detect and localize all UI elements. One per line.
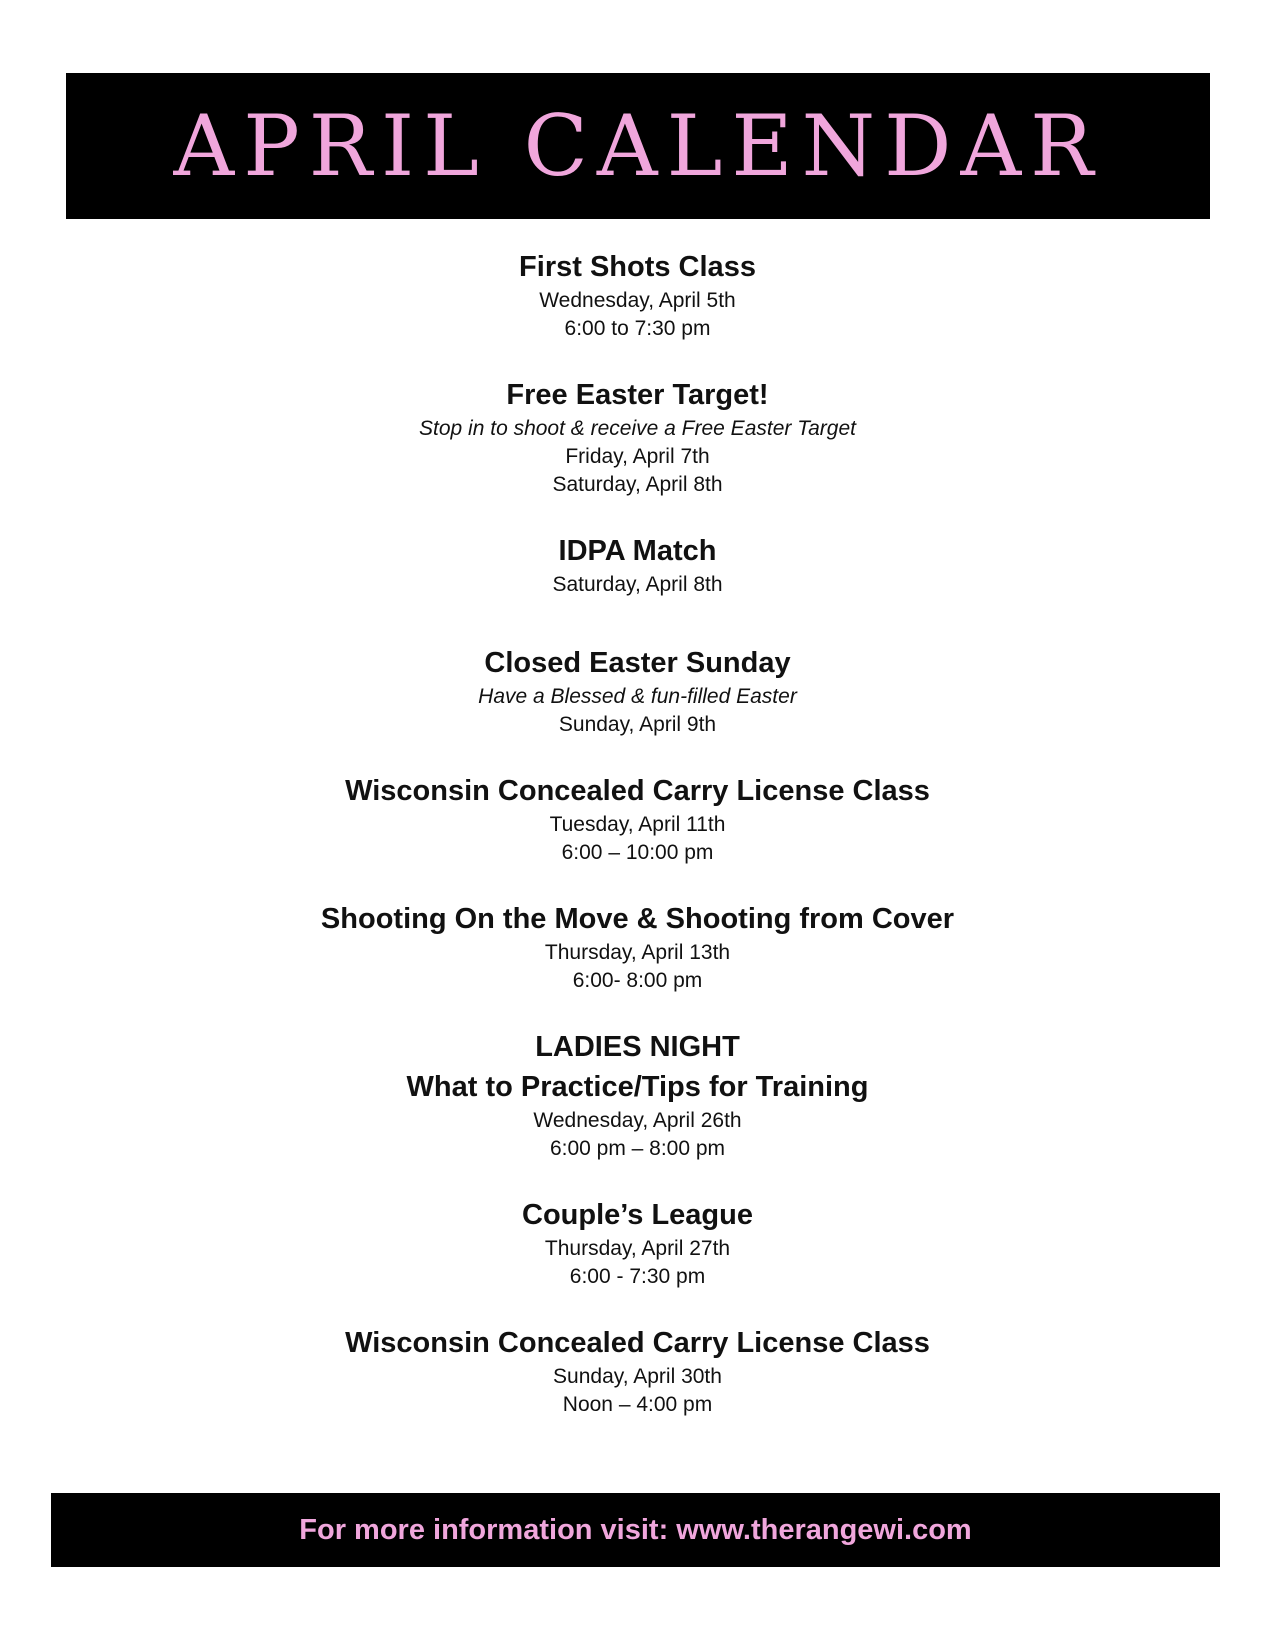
event-free-easter-target bbox=[0, 375, 1275, 499]
event-shooting-on-the-move bbox=[0, 899, 1275, 995]
event-title: Wisconsin Concealed Carry License Class bbox=[345, 1327, 930, 1359]
event-date: Thursday, April 13th bbox=[544, 941, 731, 964]
event-note: Stop in to shoot & receive a Free Easter Target bbox=[419, 417, 856, 440]
event-list bbox=[0, 247, 1275, 1451]
footer-banner bbox=[51, 1493, 1220, 1567]
event-date: Wednesday, April 5th bbox=[539, 289, 736, 312]
event-title: Wisconsin Concealed Carry License Class bbox=[345, 775, 930, 807]
event-time: 6:00- 8:00 pm bbox=[572, 969, 703, 992]
event-time: 6:00 pm – 8:00 pm bbox=[549, 1137, 726, 1160]
event-date: Saturday, April 8th bbox=[552, 473, 723, 496]
event-title: Closed Easter Sunday bbox=[484, 647, 791, 679]
event-date: Friday, April 7th bbox=[565, 445, 710, 468]
footer-info-link[interactable]: For more information visit: www.therangewi.com bbox=[299, 1513, 972, 1546]
event-note: Have a Blessed & fun-filled Easter bbox=[478, 685, 797, 708]
event-time: 6:00 - 7:30 pm bbox=[569, 1265, 706, 1288]
event-closed-easter-sunday bbox=[0, 643, 1275, 739]
event-title: Couple’s League bbox=[522, 1199, 753, 1231]
event-date: Sunday, April 9th bbox=[558, 713, 717, 736]
event-date: Sunday, April 30th bbox=[553, 1365, 722, 1388]
event-date: Wednesday, April 26th bbox=[533, 1109, 742, 1132]
event-couples-league bbox=[0, 1195, 1275, 1291]
page-title: APRIL CALENDAR bbox=[173, 97, 1103, 195]
event-title: LADIES NIGHT bbox=[535, 1031, 740, 1063]
event-title: IDPA Match bbox=[558, 535, 717, 567]
header-banner bbox=[66, 73, 1210, 219]
event-time: Noon – 4:00 pm bbox=[562, 1393, 713, 1416]
event-date: Thursday, April 27th bbox=[544, 1237, 731, 1260]
event-title: Shooting On the Move & Shooting from Cover bbox=[320, 903, 955, 935]
event-date: Saturday, April 8th bbox=[552, 573, 723, 596]
event-concealed-carry-class bbox=[0, 771, 1275, 867]
event-time: 6:00 – 10:00 pm bbox=[561, 841, 714, 864]
event-first-shots-class bbox=[0, 247, 1275, 343]
event-date: Tuesday, April 11th bbox=[549, 813, 726, 836]
event-title: Free Easter Target! bbox=[506, 379, 769, 411]
event-ladies-night bbox=[0, 1027, 1275, 1163]
event-concealed-carry-class bbox=[0, 1323, 1275, 1419]
event-idpa-match bbox=[0, 531, 1275, 599]
event-subtitle: What to Practice/Tips for Training bbox=[406, 1071, 869, 1103]
event-title: First Shots Class bbox=[519, 251, 756, 283]
event-time: 6:00 to 7:30 pm bbox=[564, 317, 711, 340]
